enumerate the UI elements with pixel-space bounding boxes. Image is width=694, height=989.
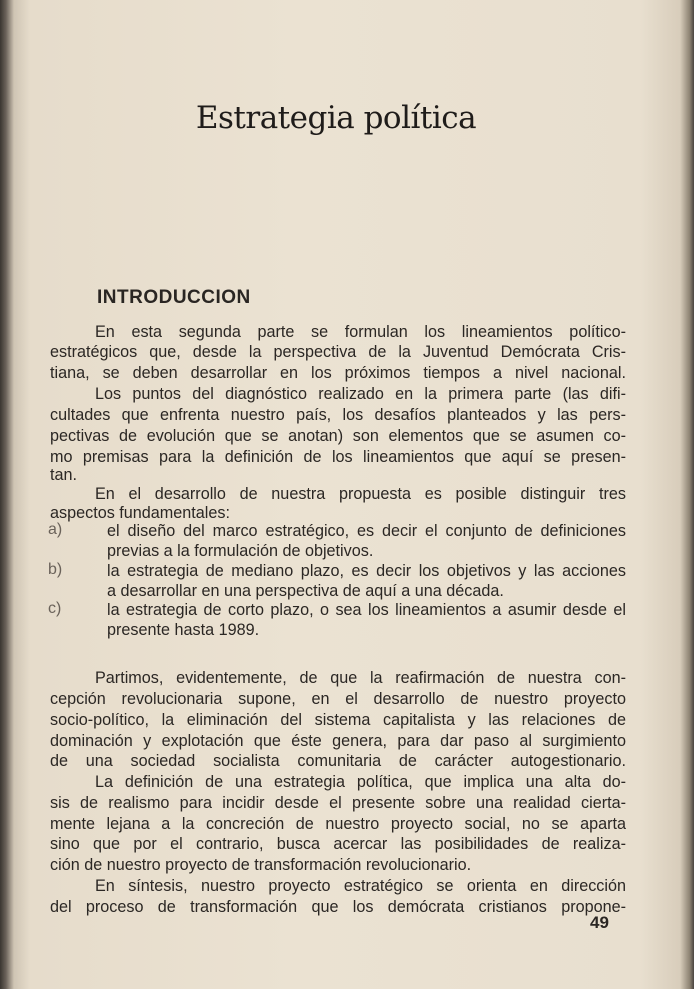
list-item-line: la estrategia de mediano plazo, es decir los objetivos y las acciones: [107, 562, 626, 580]
text-line: dominación y explotación que éste genera, para dar paso al surgimiento: [50, 732, 626, 750]
text-line: cultades que enfrenta nuestro país, los desafíos planteados y las pers-: [50, 406, 626, 424]
text-line: de una sociedad socialista comunitaria de carácter autogestionario.: [50, 752, 626, 770]
list-item-line: presente hasta 1989.: [107, 621, 260, 639]
text-line: La definición de una estrategia política, que implica una alta do-: [95, 773, 626, 791]
list-item-line: previas a la formulación de objetivos.: [107, 542, 374, 560]
text-line: aspectos fundamentales:: [50, 504, 230, 522]
list-marker: b): [48, 561, 63, 578]
text-line: del proceso de transformación que los demócrata cristianos propone-: [50, 898, 626, 916]
text-line: pectivas de evolución que se anotan) son elementos que se asumen co-: [50, 427, 626, 445]
text-line: socio-político, la eliminación del sistema capitalista y las relaciones de: [50, 711, 626, 729]
list-marker: a): [48, 521, 63, 538]
text-line: mente lejana a la concreción de nuestro proyecto social, no se aparta: [50, 815, 626, 833]
list-marker: c): [48, 600, 62, 617]
text-line: cepción revolucionaria supone, en el desarrollo de nuestro proyecto: [50, 690, 626, 708]
list-item-line: la estrategia de corto plazo, o sea los lineamientos a asumir desde el: [107, 601, 626, 619]
text-line: En síntesis, nuestro proyecto estratégico se orienta en dirección: [95, 877, 626, 895]
text-line: sino que por el contrario, busca acercar las posibilidades de realiza-: [50, 835, 626, 853]
text-line: estratégicos que, desde la perspectiva de la Juventud Demócrata Cris-: [50, 343, 626, 361]
list-item-line: el diseño del marco estratégico, es decir el conjunto de definiciones: [107, 522, 626, 540]
text-line: Partimos, evidentemente, de que la reafirmación de nuestra con-: [95, 669, 626, 687]
text-line: tiana, se deben desarrollar en los próximos tiempos a nivel nacional.: [50, 364, 626, 382]
page-number: 49: [590, 913, 609, 932]
page-title: Estrategia política: [195, 100, 477, 136]
text-line: mo premisas para la definición de los lineamientos que aquí se presen-: [50, 448, 626, 466]
text-line: tan.: [50, 466, 78, 484]
section-heading: INTRODUCCION: [97, 287, 251, 308]
text-line: sis de realismo para incidir desde el presente sobre una realidad cierta-: [50, 794, 626, 812]
text-line: ción de nuestro proyecto de transformación revolucionario.: [50, 856, 472, 874]
list-item-line: a desarrollar en una perspectiva de aquí a una década.: [107, 582, 504, 600]
text-line: En el desarrollo de nuestra propuesta es posible distinguir tres: [95, 485, 626, 503]
text-line: En esta segunda parte se formulan los lineamientos político-: [95, 323, 626, 341]
text-line: Los puntos del diagnóstico realizado en la primera parte (las difi-: [95, 385, 626, 403]
